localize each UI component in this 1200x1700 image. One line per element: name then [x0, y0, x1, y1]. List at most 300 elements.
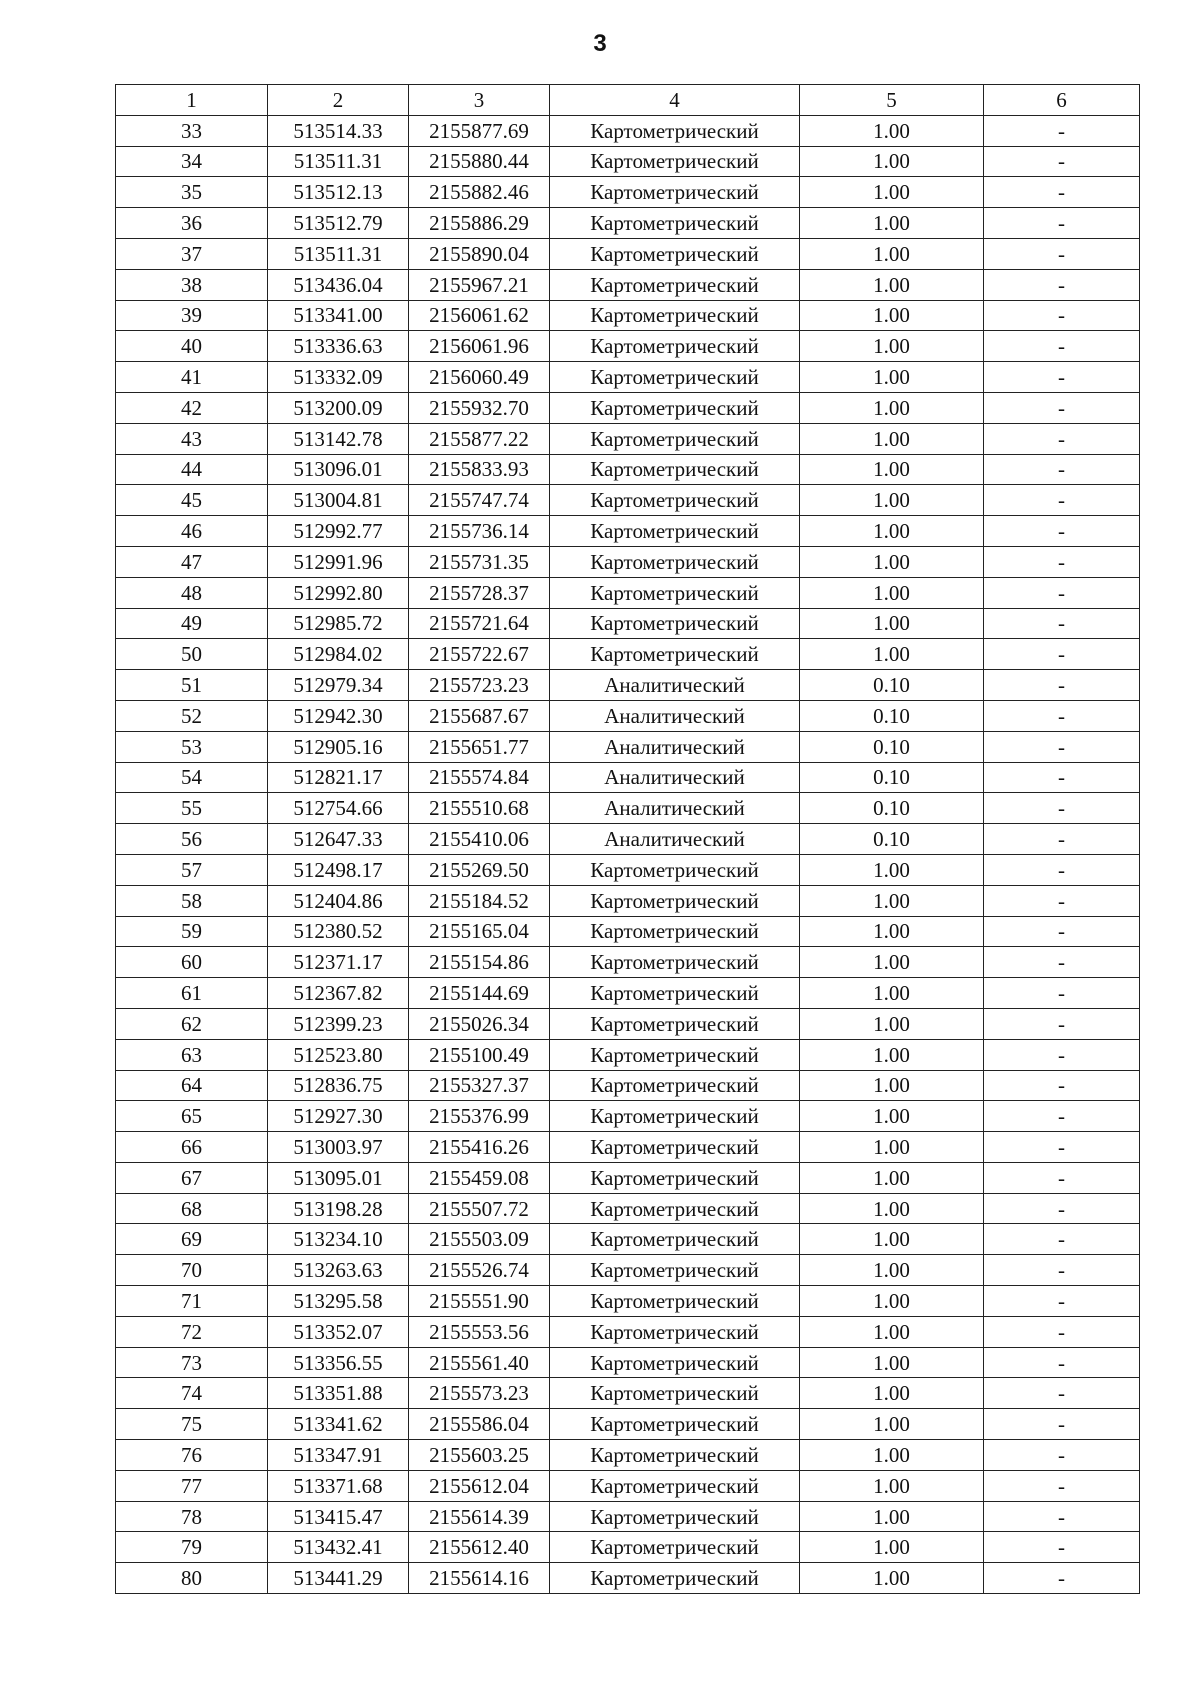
point-number-cell: 78	[116, 1501, 268, 1532]
point-number-cell: 57	[116, 854, 268, 885]
description-cell: -	[984, 423, 1140, 454]
table-row	[116, 885, 1140, 916]
x-coordinate-cell: 513371.68	[268, 1470, 409, 1501]
table-row	[116, 947, 1140, 978]
description-cell: -	[984, 1193, 1140, 1224]
table-row	[116, 1132, 1140, 1163]
x-coordinate-cell: 512927.30	[268, 1101, 409, 1132]
point-number-cell: 62	[116, 1008, 268, 1039]
point-number-cell: 52	[116, 700, 268, 731]
x-coordinate-cell: 512992.77	[268, 516, 409, 547]
table-row	[116, 1501, 1140, 1532]
method-cell: Картометрический	[550, 1008, 800, 1039]
method-cell: Картометрический	[550, 208, 800, 239]
table-row	[116, 639, 1140, 670]
point-number-cell: 50	[116, 639, 268, 670]
accuracy-cell: 1.00	[800, 1193, 984, 1224]
accuracy-cell: 1.00	[800, 1347, 984, 1378]
description-cell: -	[984, 854, 1140, 885]
point-number-cell: 55	[116, 793, 268, 824]
point-number-cell: 42	[116, 392, 268, 423]
point-number-cell: 35	[116, 177, 268, 208]
y-coordinate-cell: 2155503.09	[409, 1224, 550, 1255]
method-cell: Картометрический	[550, 115, 800, 146]
y-coordinate-cell: 2155612.04	[409, 1470, 550, 1501]
table-row	[116, 1255, 1140, 1286]
accuracy-cell: 1.00	[800, 1532, 984, 1563]
point-number-cell: 34	[116, 146, 268, 177]
accuracy-cell: 1.00	[800, 978, 984, 1009]
table-row	[116, 1316, 1140, 1347]
method-cell: Картометрический	[550, 1440, 800, 1471]
y-coordinate-cell: 2155410.06	[409, 824, 550, 855]
point-number-cell: 65	[116, 1101, 268, 1132]
y-coordinate-cell: 2155184.52	[409, 885, 550, 916]
y-coordinate-cell: 2155269.50	[409, 854, 550, 885]
method-cell: Картометрический	[550, 1532, 800, 1563]
point-number-cell: 63	[116, 1039, 268, 1070]
header-cell-2: 2	[268, 85, 409, 116]
table-header	[116, 85, 1140, 116]
description-cell: -	[984, 1008, 1140, 1039]
table-row	[116, 454, 1140, 485]
description-cell: -	[984, 1255, 1140, 1286]
accuracy-cell: 1.00	[800, 485, 984, 516]
description-cell: -	[984, 1224, 1140, 1255]
method-cell: Картометрический	[550, 392, 800, 423]
method-cell: Картометрический	[550, 454, 800, 485]
description-cell: -	[984, 300, 1140, 331]
table-row	[116, 577, 1140, 608]
method-cell: Картометрический	[550, 916, 800, 947]
table-row	[116, 1101, 1140, 1132]
point-number-cell: 60	[116, 947, 268, 978]
table-row	[116, 1286, 1140, 1317]
y-coordinate-cell: 2155612.40	[409, 1532, 550, 1563]
y-coordinate-cell: 2155723.23	[409, 670, 550, 701]
point-number-cell: 72	[116, 1316, 268, 1347]
description-cell: -	[984, 885, 1140, 916]
method-cell: Картометрический	[550, 362, 800, 393]
table-row	[116, 793, 1140, 824]
accuracy-cell: 1.00	[800, 331, 984, 362]
description-cell: -	[984, 1378, 1140, 1409]
method-cell: Картометрический	[550, 300, 800, 331]
description-cell: -	[984, 238, 1140, 269]
description-cell: -	[984, 731, 1140, 762]
x-coordinate-cell: 513336.63	[268, 331, 409, 362]
x-coordinate-cell: 512905.16	[268, 731, 409, 762]
table-row	[116, 1409, 1140, 1440]
point-number-cell: 37	[116, 238, 268, 269]
point-number-cell: 73	[116, 1347, 268, 1378]
point-number-cell: 39	[116, 300, 268, 331]
description-cell: -	[984, 115, 1140, 146]
x-coordinate-cell: 513332.09	[268, 362, 409, 393]
point-number-cell: 48	[116, 577, 268, 608]
description-cell: -	[984, 546, 1140, 577]
accuracy-cell: 0.10	[800, 670, 984, 701]
accuracy-cell: 1.00	[800, 1101, 984, 1132]
y-coordinate-cell: 2155603.25	[409, 1440, 550, 1471]
method-cell: Картометрический	[550, 546, 800, 577]
method-cell: Картометрический	[550, 1039, 800, 1070]
table-row	[116, 269, 1140, 300]
table-row	[116, 146, 1140, 177]
description-cell: -	[984, 454, 1140, 485]
x-coordinate-cell: 513514.33	[268, 115, 409, 146]
table-row	[116, 1532, 1140, 1563]
y-coordinate-cell: 2155967.21	[409, 269, 550, 300]
point-number-cell: 69	[116, 1224, 268, 1255]
method-cell: Картометрический	[550, 1470, 800, 1501]
point-number-cell: 61	[116, 978, 268, 1009]
table-row	[116, 1162, 1140, 1193]
accuracy-cell: 1.00	[800, 1255, 984, 1286]
accuracy-cell: 1.00	[800, 269, 984, 300]
method-cell: Картометрический	[550, 608, 800, 639]
point-number-cell: 56	[116, 824, 268, 855]
x-coordinate-cell: 513351.88	[268, 1378, 409, 1409]
description-cell: -	[984, 608, 1140, 639]
point-number-cell: 41	[116, 362, 268, 393]
point-number-cell: 77	[116, 1470, 268, 1501]
y-coordinate-cell: 2155614.16	[409, 1563, 550, 1594]
x-coordinate-cell: 513341.00	[268, 300, 409, 331]
x-coordinate-cell: 512942.30	[268, 700, 409, 731]
point-number-cell: 44	[116, 454, 268, 485]
x-coordinate-cell: 513003.97	[268, 1132, 409, 1163]
description-cell: -	[984, 146, 1140, 177]
y-coordinate-cell: 2155586.04	[409, 1409, 550, 1440]
y-coordinate-cell: 2155721.64	[409, 608, 550, 639]
table-row	[116, 1039, 1140, 1070]
point-number-cell: 33	[116, 115, 268, 146]
table-row	[116, 1347, 1140, 1378]
x-coordinate-cell: 513004.81	[268, 485, 409, 516]
point-number-cell: 74	[116, 1378, 268, 1409]
y-coordinate-cell: 2155886.29	[409, 208, 550, 239]
x-coordinate-cell: 513200.09	[268, 392, 409, 423]
description-cell: -	[984, 947, 1140, 978]
y-coordinate-cell: 2155731.35	[409, 546, 550, 577]
point-number-cell: 59	[116, 916, 268, 947]
accuracy-cell: 1.00	[800, 1039, 984, 1070]
point-number-cell: 49	[116, 608, 268, 639]
x-coordinate-cell: 512991.96	[268, 546, 409, 577]
accuracy-cell: 1.00	[800, 1132, 984, 1163]
y-coordinate-cell: 2155932.70	[409, 392, 550, 423]
method-cell: Картометрический	[550, 177, 800, 208]
description-cell: -	[984, 331, 1140, 362]
description-cell: -	[984, 516, 1140, 547]
method-cell: Картометрический	[550, 947, 800, 978]
accuracy-cell: 0.10	[800, 762, 984, 793]
x-coordinate-cell: 513198.28	[268, 1193, 409, 1224]
table-row	[116, 485, 1140, 516]
point-number-cell: 54	[116, 762, 268, 793]
y-coordinate-cell: 2155722.67	[409, 639, 550, 670]
point-number-cell: 66	[116, 1132, 268, 1163]
table-row	[116, 1470, 1140, 1501]
y-coordinate-cell: 2155573.23	[409, 1378, 550, 1409]
x-coordinate-cell: 513511.31	[268, 146, 409, 177]
method-cell: Картометрический	[550, 1101, 800, 1132]
header-cell-4: 4	[550, 85, 800, 116]
accuracy-cell: 1.00	[800, 639, 984, 670]
method-cell: Картометрический	[550, 423, 800, 454]
description-cell: -	[984, 392, 1140, 423]
method-cell: Аналитический	[550, 700, 800, 731]
accuracy-cell: 1.00	[800, 1563, 984, 1594]
table-row	[116, 1440, 1140, 1471]
table-row	[116, 608, 1140, 639]
accuracy-cell: 0.10	[800, 793, 984, 824]
table-row	[116, 670, 1140, 701]
accuracy-cell: 1.00	[800, 608, 984, 639]
y-coordinate-cell: 2155882.46	[409, 177, 550, 208]
table-row	[116, 1378, 1140, 1409]
accuracy-cell: 1.00	[800, 208, 984, 239]
table-row	[116, 916, 1140, 947]
point-number-cell: 70	[116, 1255, 268, 1286]
y-coordinate-cell: 2155880.44	[409, 146, 550, 177]
description-cell: -	[984, 577, 1140, 608]
x-coordinate-cell: 513356.55	[268, 1347, 409, 1378]
accuracy-cell: 1.00	[800, 1070, 984, 1101]
x-coordinate-cell: 513512.79	[268, 208, 409, 239]
y-coordinate-cell: 2155551.90	[409, 1286, 550, 1317]
header-cell-6: 6	[984, 85, 1140, 116]
point-number-cell: 80	[116, 1563, 268, 1594]
x-coordinate-cell: 513511.31	[268, 238, 409, 269]
x-coordinate-cell: 512992.80	[268, 577, 409, 608]
y-coordinate-cell: 2155687.67	[409, 700, 550, 731]
point-number-cell: 71	[116, 1286, 268, 1317]
y-coordinate-cell: 2155526.74	[409, 1255, 550, 1286]
description-cell: -	[984, 978, 1140, 1009]
method-cell: Картометрический	[550, 238, 800, 269]
point-number-cell: 51	[116, 670, 268, 701]
x-coordinate-cell: 513096.01	[268, 454, 409, 485]
y-coordinate-cell: 2155651.77	[409, 731, 550, 762]
method-cell: Картометрический	[550, 1132, 800, 1163]
y-coordinate-cell: 2155877.22	[409, 423, 550, 454]
coordinates-table	[115, 84, 1140, 1594]
description-cell: -	[984, 762, 1140, 793]
accuracy-cell: 1.00	[800, 1162, 984, 1193]
accuracy-cell: 1.00	[800, 454, 984, 485]
method-cell: Картометрический	[550, 1501, 800, 1532]
point-number-cell: 45	[116, 485, 268, 516]
x-coordinate-cell: 513441.29	[268, 1563, 409, 1594]
x-coordinate-cell: 512754.66	[268, 793, 409, 824]
description-cell: -	[984, 362, 1140, 393]
description-cell: -	[984, 1563, 1140, 1594]
y-coordinate-cell: 2155574.84	[409, 762, 550, 793]
accuracy-cell: 1.00	[800, 423, 984, 454]
description-cell: -	[984, 824, 1140, 855]
x-coordinate-cell: 513341.62	[268, 1409, 409, 1440]
accuracy-cell: 1.00	[800, 177, 984, 208]
y-coordinate-cell: 2155614.39	[409, 1501, 550, 1532]
description-cell: -	[984, 1470, 1140, 1501]
y-coordinate-cell: 2155561.40	[409, 1347, 550, 1378]
description-cell: -	[984, 700, 1140, 731]
accuracy-cell: 0.10	[800, 824, 984, 855]
table-row	[116, 731, 1140, 762]
method-cell: Картометрический	[550, 1563, 800, 1594]
accuracy-cell: 1.00	[800, 392, 984, 423]
description-cell: -	[984, 269, 1140, 300]
description-cell: -	[984, 1101, 1140, 1132]
x-coordinate-cell: 513512.13	[268, 177, 409, 208]
method-cell: Картометрический	[550, 1347, 800, 1378]
description-cell: -	[984, 1070, 1140, 1101]
method-cell: Картометрический	[550, 885, 800, 916]
accuracy-cell: 0.10	[800, 700, 984, 731]
point-number-cell: 53	[116, 731, 268, 762]
x-coordinate-cell: 512367.82	[268, 978, 409, 1009]
method-cell: Аналитический	[550, 824, 800, 855]
accuracy-cell: 1.00	[800, 115, 984, 146]
table-row	[116, 700, 1140, 731]
x-coordinate-cell: 512523.80	[268, 1039, 409, 1070]
accuracy-cell: 1.00	[800, 1440, 984, 1471]
description-cell: -	[984, 1132, 1140, 1163]
x-coordinate-cell: 512371.17	[268, 947, 409, 978]
y-coordinate-cell: 2156061.62	[409, 300, 550, 331]
table-row	[116, 1193, 1140, 1224]
y-coordinate-cell: 2155416.26	[409, 1132, 550, 1163]
accuracy-cell: 1.00	[800, 1501, 984, 1532]
y-coordinate-cell: 2155507.72	[409, 1193, 550, 1224]
description-cell: -	[984, 485, 1140, 516]
description-cell: -	[984, 670, 1140, 701]
description-cell: -	[984, 1501, 1140, 1532]
table-row	[116, 1224, 1140, 1255]
x-coordinate-cell: 512380.52	[268, 916, 409, 947]
method-cell: Картометрический	[550, 1193, 800, 1224]
method-cell: Картометрический	[550, 639, 800, 670]
table-row	[116, 177, 1140, 208]
y-coordinate-cell: 2155833.93	[409, 454, 550, 485]
description-cell: -	[984, 1347, 1140, 1378]
method-cell: Картометрический	[550, 1162, 800, 1193]
method-cell: Картометрический	[550, 1409, 800, 1440]
accuracy-cell: 1.00	[800, 546, 984, 577]
method-cell: Картометрический	[550, 269, 800, 300]
point-number-cell: 47	[116, 546, 268, 577]
method-cell: Картометрический	[550, 1255, 800, 1286]
point-number-cell: 79	[116, 1532, 268, 1563]
header-row	[116, 85, 1140, 116]
x-coordinate-cell: 512836.75	[268, 1070, 409, 1101]
description-cell: -	[984, 1039, 1140, 1070]
table-row	[116, 208, 1140, 239]
y-coordinate-cell: 2155376.99	[409, 1101, 550, 1132]
description-cell: -	[984, 1286, 1140, 1317]
point-number-cell: 38	[116, 269, 268, 300]
x-coordinate-cell: 512404.86	[268, 885, 409, 916]
point-number-cell: 40	[116, 331, 268, 362]
header-cell-5: 5	[800, 85, 984, 116]
y-coordinate-cell: 2155728.37	[409, 577, 550, 608]
accuracy-cell: 1.00	[800, 1286, 984, 1317]
accuracy-cell: 1.00	[800, 916, 984, 947]
accuracy-cell: 1.00	[800, 300, 984, 331]
method-cell: Аналитический	[550, 670, 800, 701]
accuracy-cell: 1.00	[800, 885, 984, 916]
method-cell: Картометрический	[550, 854, 800, 885]
x-coordinate-cell: 513436.04	[268, 269, 409, 300]
table-row	[116, 762, 1140, 793]
x-coordinate-cell: 512399.23	[268, 1008, 409, 1039]
table-row	[116, 331, 1140, 362]
header-cell-3: 3	[409, 85, 550, 116]
y-coordinate-cell: 2156061.96	[409, 331, 550, 362]
table-row	[116, 546, 1140, 577]
x-coordinate-cell: 512979.34	[268, 670, 409, 701]
method-cell: Картометрический	[550, 978, 800, 1009]
accuracy-cell: 1.00	[800, 362, 984, 393]
x-coordinate-cell: 513263.63	[268, 1255, 409, 1286]
method-cell: Картометрический	[550, 1286, 800, 1317]
x-coordinate-cell: 513415.47	[268, 1501, 409, 1532]
accuracy-cell: 0.10	[800, 731, 984, 762]
y-coordinate-cell: 2155747.74	[409, 485, 550, 516]
method-cell: Аналитический	[550, 762, 800, 793]
table-row	[116, 362, 1140, 393]
y-coordinate-cell: 2155327.37	[409, 1070, 550, 1101]
method-cell: Картометрический	[550, 1224, 800, 1255]
description-cell: -	[984, 1409, 1140, 1440]
method-cell: Картометрический	[550, 516, 800, 547]
accuracy-cell: 1.00	[800, 1409, 984, 1440]
description-cell: -	[984, 1162, 1140, 1193]
y-coordinate-cell: 2155459.08	[409, 1162, 550, 1193]
method-cell: Картометрический	[550, 1070, 800, 1101]
page-number: 3	[593, 30, 607, 57]
x-coordinate-cell: 512985.72	[268, 608, 409, 639]
x-coordinate-cell: 512498.17	[268, 854, 409, 885]
description-cell: -	[984, 208, 1140, 239]
x-coordinate-cell: 513347.91	[268, 1440, 409, 1471]
accuracy-cell: 1.00	[800, 577, 984, 608]
table-row	[116, 1563, 1140, 1594]
accuracy-cell: 1.00	[800, 516, 984, 547]
method-cell: Картометрический	[550, 485, 800, 516]
x-coordinate-cell: 512984.02	[268, 639, 409, 670]
method-cell: Аналитический	[550, 731, 800, 762]
accuracy-cell: 1.00	[800, 1378, 984, 1409]
accuracy-cell: 1.00	[800, 1008, 984, 1039]
table-row	[116, 854, 1140, 885]
point-number-cell: 46	[116, 516, 268, 547]
x-coordinate-cell: 512647.33	[268, 824, 409, 855]
point-number-cell: 67	[116, 1162, 268, 1193]
y-coordinate-cell: 2155026.34	[409, 1008, 550, 1039]
table-row	[116, 824, 1140, 855]
table-row	[116, 516, 1140, 547]
table-row	[116, 300, 1140, 331]
accuracy-cell: 1.00	[800, 1316, 984, 1347]
accuracy-cell: 1.00	[800, 1224, 984, 1255]
y-coordinate-cell: 2155890.04	[409, 238, 550, 269]
x-coordinate-cell: 513432.41	[268, 1532, 409, 1563]
y-coordinate-cell: 2155877.69	[409, 115, 550, 146]
point-number-cell: 68	[116, 1193, 268, 1224]
